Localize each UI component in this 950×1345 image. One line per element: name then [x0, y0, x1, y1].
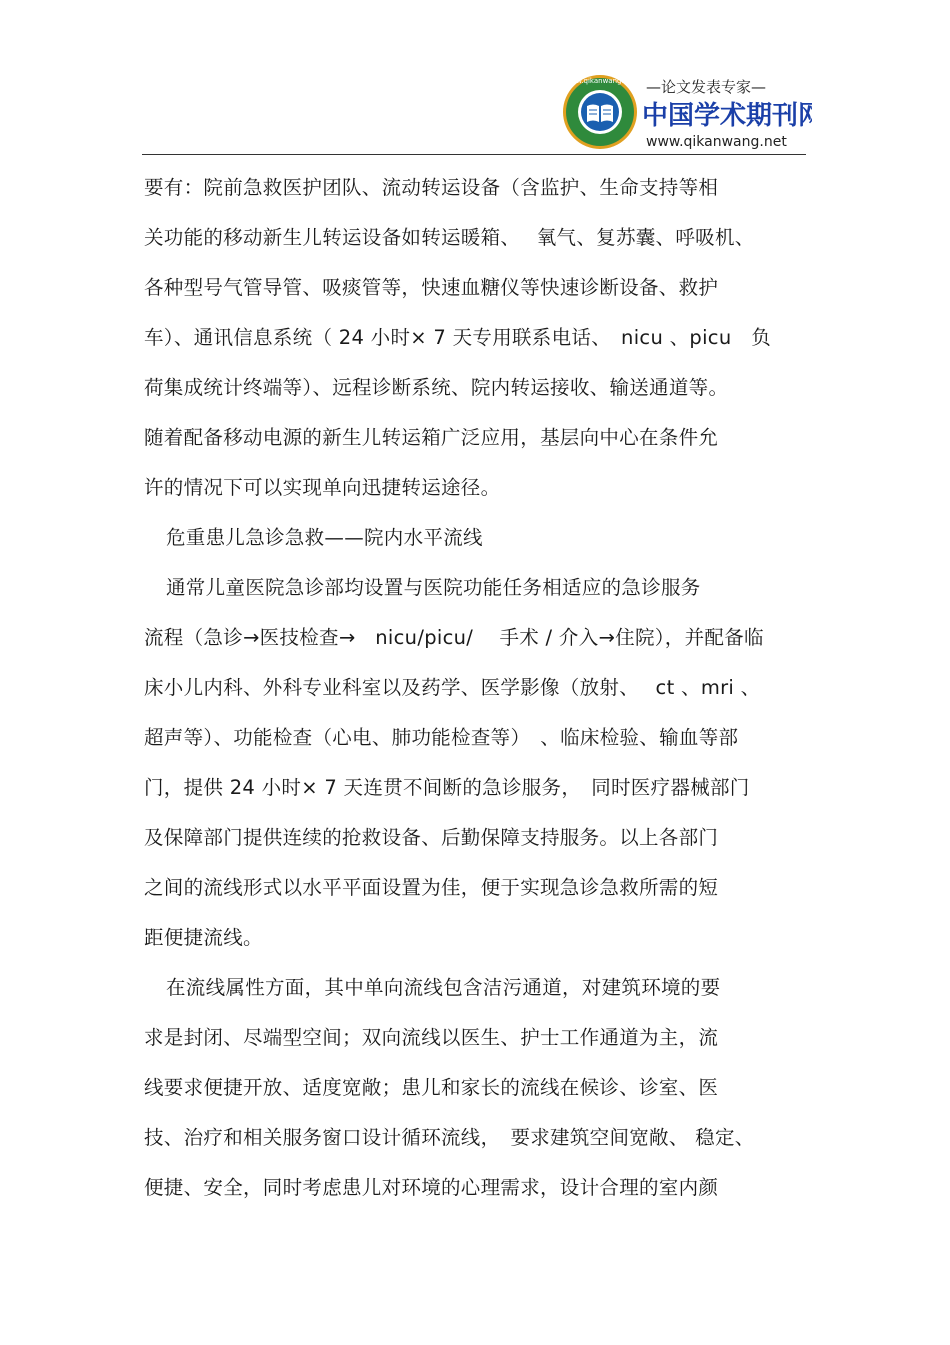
text-line: 技、治疗和相关服务窗口设计循环流线， 要求建筑空间宽敞、 稳定、 — [144, 1126, 755, 1149]
text-line: 超声等）、功能检查（心电、肺功能检查等） 、临床检验、输血等部 — [144, 726, 739, 749]
text-line: 便捷、安全，同时考虑患儿对环境的心理需求，设计合理的室内颜 — [144, 1176, 719, 1199]
text-line: 关功能的移动新生儿转运设备如转运暖箱、 氧气、复苏囊、呼吸机、 — [144, 226, 755, 249]
seal-text: www.qikanwang.net — [564, 77, 636, 85]
text-line: 流程（急诊→医技检查→ nicu/picu/ 手术 / 介入→住院），并配备临 — [144, 626, 764, 649]
header-divider — [142, 154, 806, 155]
qikanwang-logo — [562, 70, 812, 154]
brand-url: www.qikanwang.net — [646, 134, 787, 150]
paragraph-start: 通常儿童医院急诊部均设置与医院功能任务相适应的急诊服务 — [166, 576, 701, 599]
text-line: 线要求便捷开放、适度宽敞；患儿和家长的流线在候诊、诊室、医 — [144, 1076, 719, 1099]
text-line: 及保障部门提供连续的抢救设备、后勤保障支持服务。以上各部门 — [144, 826, 719, 849]
text-line: 各种型号气管导管、吸痰管等，快速血糖仪等快速诊断设备、救护 — [144, 276, 719, 299]
text-line: 求是封闭、尽端型空间；双向流线以医生、护士工作通道为主，流 — [144, 1026, 719, 1049]
text-line: 荷集成统计终端等）、远程诊断系统、院内转运接收、输送通道等。 — [144, 376, 729, 399]
seal-icon — [563, 75, 637, 149]
header-logo — [562, 70, 812, 154]
text-line: 距便捷流线。 — [144, 926, 263, 949]
document-body — [144, 163, 794, 1213]
text-line: 随着配备移动电源的新生儿转运箱广泛应用，基层向中心在条件允 — [144, 426, 719, 449]
text-line: 许的情况下可以实现单向迅捷转运途径。 — [144, 476, 501, 499]
paragraph-start: 在流线属性方面，其中单向流线包含洁污通道，对建筑环境的要 — [166, 976, 721, 999]
brand-name: 中国学术期刊网 — [642, 101, 812, 131]
text-line: 床小儿内科、外科专业科室以及药学、医学影像（放射、 ct 、mri 、 — [144, 676, 761, 699]
brand-tagline: —论文发表专家— — [646, 78, 767, 96]
text-line: 门，提供 24 小时× 7 天连贯不间断的急诊服务， 同时医疗器械部门 — [144, 776, 750, 799]
text-line: 车）、通讯信息系统（ 24 小时× 7 天专用联系电话、 nicu 、picu 负 — [144, 326, 772, 349]
text-line: 之间的流线形式以水平平面设置为佳，便于实现急诊急救所需的短 — [144, 876, 719, 899]
text-line: 要有：院前急救医护团队、流动转运设备（含监护、生命支持等相 — [144, 176, 719, 199]
section-heading: 危重患儿急诊急救——院内水平流线 — [166, 526, 483, 549]
